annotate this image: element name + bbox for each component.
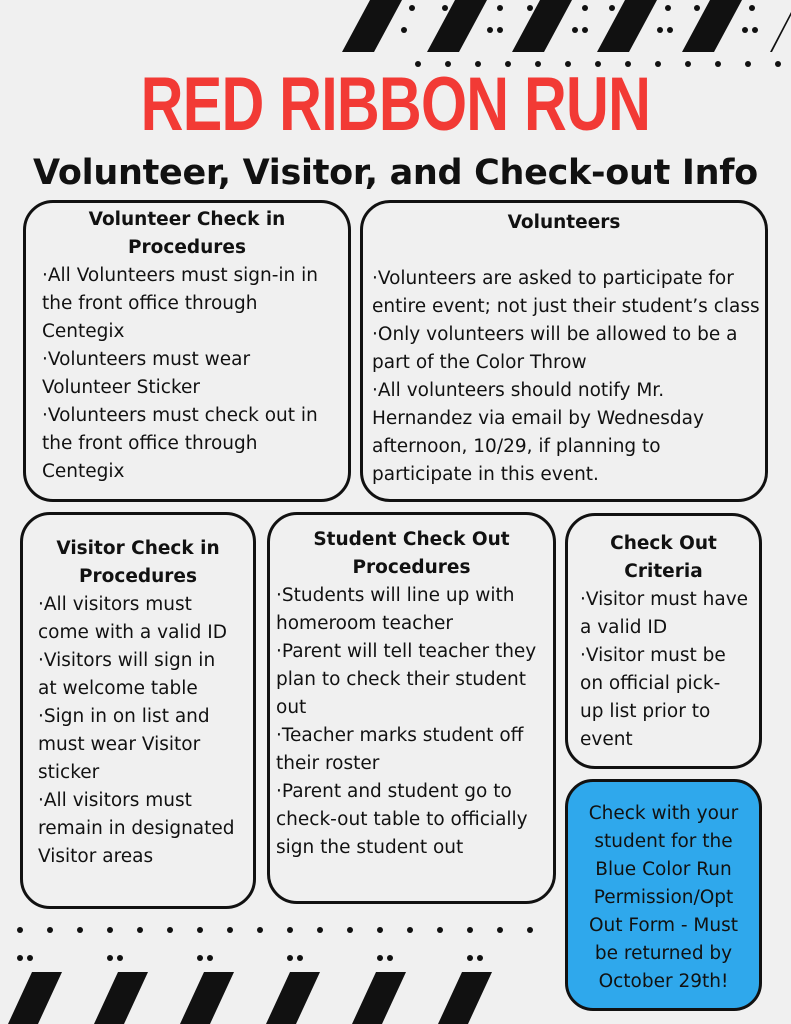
checkout-criteria-line: event <box>580 729 633 750</box>
volunteers-line: part of the Color Throw <box>372 352 587 373</box>
volunteer-checkin-line: the front office through <box>42 433 258 454</box>
volunteer-checkin-line: Centegix <box>42 461 125 482</box>
checkout-criteria-line: on official pick- <box>580 673 721 694</box>
volunteers-heading: Volunteers <box>507 212 621 233</box>
student-checkout-line: check-out table to officially <box>276 809 528 830</box>
volunteers-line: ·Only volunteers will be allowed to be a <box>372 324 738 345</box>
visitor-checkin-line: sticker <box>38 762 100 783</box>
volunteer-checkin-line: Volunteer Sticker <box>42 377 200 398</box>
reminder-line: Check with your <box>588 803 739 824</box>
visitor-checkin-line: ·All visitors must <box>38 790 192 811</box>
visitor-checkin-card <box>20 512 256 909</box>
checkout-criteria-line: ·Visitor must have <box>580 589 749 610</box>
volunteers-line: ·All volunteers should notify Mr. <box>372 380 665 401</box>
volunteers-line: Hernandez via email by Wednesday <box>372 408 704 429</box>
checkout-criteria-card <box>565 513 762 769</box>
volunteer-checkin-heading: Volunteer Check in <box>88 209 286 230</box>
page-title: RED RIBBON RUN <box>140 62 651 147</box>
visitor-checkin-line: come with a valid ID <box>38 622 228 643</box>
visitor-checkin-line: Visitor areas <box>38 846 154 867</box>
volunteers-card <box>360 200 768 502</box>
volunteer-checkin-line: the front office through <box>42 293 258 314</box>
reminder-line: Out Form - Must <box>588 915 739 936</box>
student-checkout-line: homeroom teacher <box>276 613 454 634</box>
student-checkout-line: ·Parent will tell teacher they <box>276 641 537 662</box>
visitor-checkin-line: ·Sign in on list and <box>38 706 210 727</box>
visitor-checkin-line: ·All visitors must <box>38 594 192 615</box>
visitor-checkin-heading: Procedures <box>78 566 197 587</box>
student-checkout-line: out <box>276 697 307 718</box>
volunteer-checkin-line: ·All Volunteers must sign-in in <box>42 265 319 286</box>
checkout-criteria-heading: Criteria <box>624 561 703 582</box>
reminder-line: October 29th! <box>598 971 729 992</box>
volunteers-line: entire event; not just their student’s class <box>372 296 760 317</box>
student-checkout-line: sign the student out <box>276 837 464 858</box>
student-checkout-line: ·Students will line up with <box>276 585 515 606</box>
volunteers-line: afternoon, 10/29, if planning to <box>372 436 661 457</box>
student-checkout-heading: Student Check Out <box>313 529 510 550</box>
visitor-checkin-line: ·Visitors will sign in <box>38 650 216 671</box>
student-checkout-line: their roster <box>276 753 380 774</box>
volunteer-checkin-line: ·Volunteers must wear <box>42 349 251 370</box>
volunteer-checkin-card <box>23 200 351 502</box>
reminder-line: be returned by <box>594 943 733 964</box>
visitor-checkin-heading: Visitor Check in <box>56 538 220 559</box>
student-checkout-heading: Procedures <box>352 557 471 578</box>
student-checkout-line: plan to check their student <box>276 669 527 690</box>
reminder-line: student for the <box>594 831 733 852</box>
page-subtitle: Volunteer, Visitor, and Check-out Info <box>33 153 758 193</box>
checkout-criteria-line: ·Visitor must be <box>580 645 726 666</box>
reminder-line: Blue Color Run <box>595 859 732 880</box>
volunteer-checkin-line: Centegix <box>42 321 125 342</box>
visitor-checkin-line: must wear Visitor <box>38 734 201 755</box>
student-checkout-line: ·Teacher marks student off <box>276 725 524 746</box>
checkout-criteria-line: a valid ID <box>580 617 668 638</box>
student-checkout-line: ·Parent and student go to <box>276 781 512 802</box>
volunteers-line: ·Volunteers are asked to participate for <box>372 268 734 289</box>
volunteer-checkin-heading: Procedures <box>127 237 246 258</box>
visitor-checkin-line: remain in designated <box>38 818 235 839</box>
student-checkout-card <box>267 512 556 904</box>
volunteers-line: participate in this event. <box>372 464 599 485</box>
visitor-checkin-line: at welcome table <box>38 678 198 699</box>
checkout-criteria-heading: Check Out <box>610 533 717 554</box>
bottom-stripes-decoration <box>0 914 560 1024</box>
reminder-line: Permission/Opt <box>593 887 734 908</box>
permission-form-reminder <box>565 779 762 1011</box>
volunteer-checkin-line: ·Volunteers must check out in <box>42 405 318 426</box>
checkout-criteria-line: up list prior to <box>580 701 711 722</box>
